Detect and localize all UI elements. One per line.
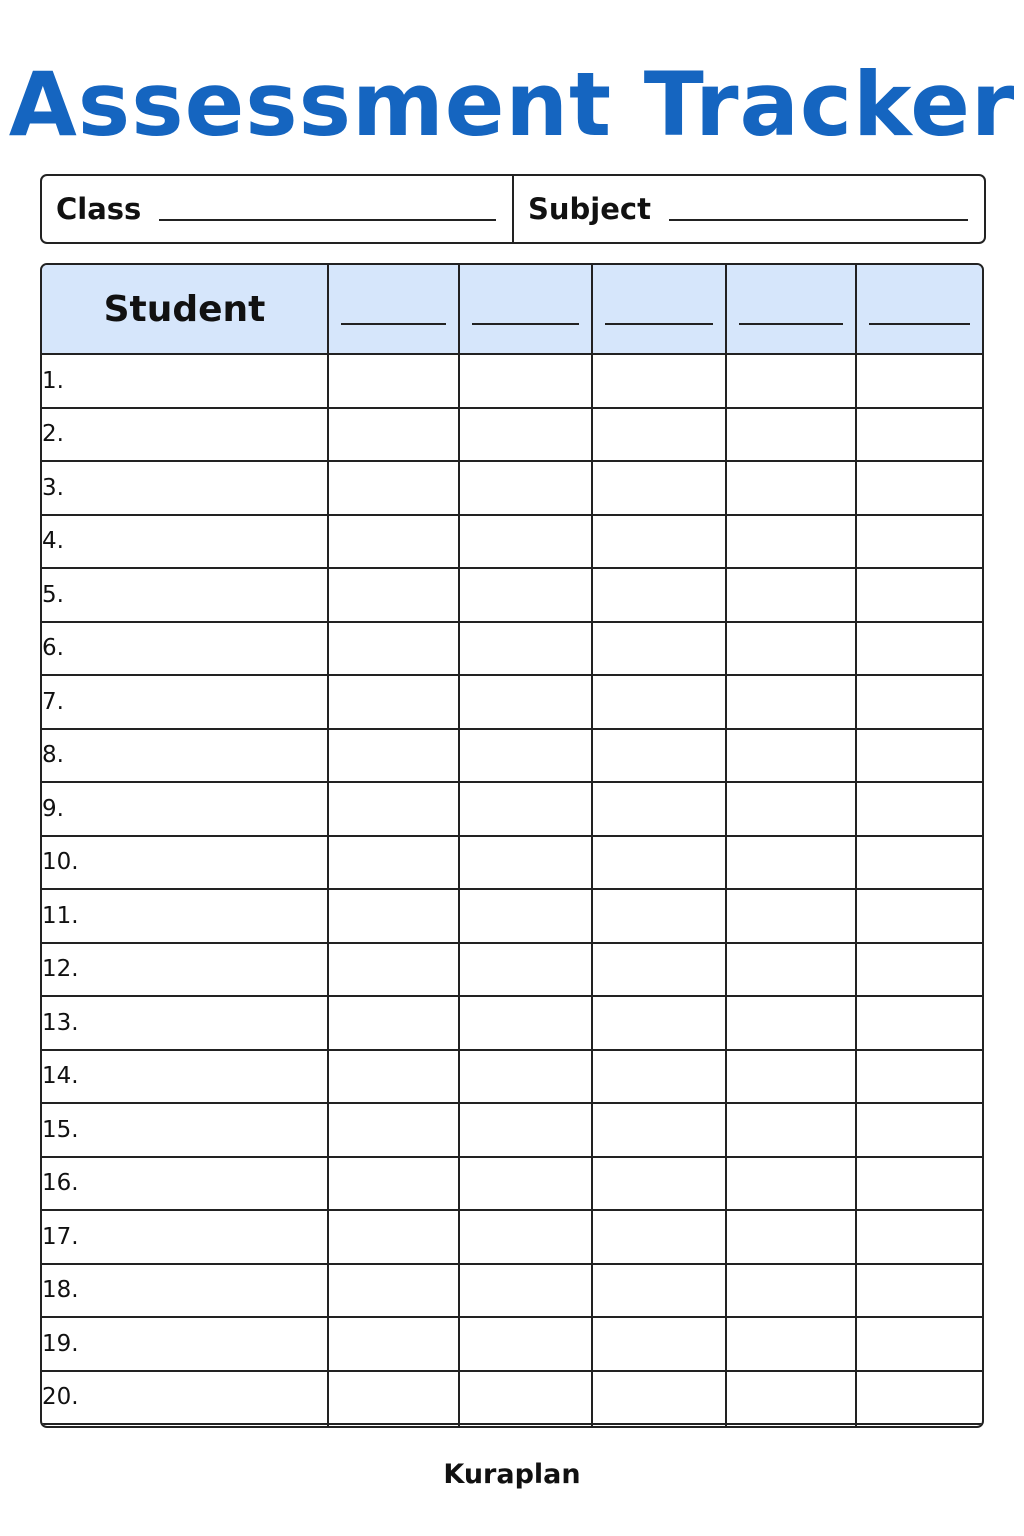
score-cell[interactable]: [592, 1103, 726, 1157]
footer-brand: Kuraplan: [443, 1459, 581, 1490]
score-cell[interactable]: [459, 1371, 592, 1425]
score-cell[interactable]: [856, 943, 982, 997]
score-cell[interactable]: [328, 782, 459, 836]
score-cell[interactable]: [459, 675, 592, 729]
student-name-cell[interactable]: 7.: [42, 675, 328, 729]
assessment-header-line: [472, 323, 579, 325]
score-cell[interactable]: [459, 782, 592, 836]
student-name-cell[interactable]: 2.: [42, 408, 328, 462]
table-row: [42, 1371, 982, 1425]
score-cell[interactable]: [328, 622, 459, 676]
student-name-cell[interactable]: 6.: [42, 622, 328, 676]
score-cell[interactable]: [856, 1103, 982, 1157]
score-cell[interactable]: [328, 943, 459, 997]
table-row: [42, 1424, 982, 1426]
score-cell[interactable]: [328, 568, 459, 622]
score-cell[interactable]: [856, 1424, 982, 1426]
table-row: [42, 675, 982, 729]
score-cell[interactable]: [328, 729, 459, 783]
score-cell[interactable]: [726, 354, 856, 408]
score-cell[interactable]: [459, 1264, 592, 1318]
score-cell[interactable]: [459, 1103, 592, 1157]
student-name-cell[interactable]: 15.: [42, 1103, 328, 1157]
student-name-cell[interactable]: 5.: [42, 568, 328, 622]
score-cell[interactable]: [856, 996, 982, 1050]
score-cell[interactable]: [592, 1317, 726, 1371]
assessment-header-4[interactable]: [726, 265, 856, 354]
score-cell[interactable]: [592, 1424, 726, 1426]
score-cell[interactable]: [592, 1157, 726, 1211]
info-box: [40, 174, 986, 244]
score-cell[interactable]: [726, 1050, 856, 1104]
table-row: [42, 1210, 982, 1264]
score-cell[interactable]: [592, 408, 726, 462]
score-cell[interactable]: [328, 1157, 459, 1211]
table-row: [42, 622, 982, 676]
student-name-cell[interactable]: 13.: [42, 996, 328, 1050]
score-cell[interactable]: [726, 1264, 856, 1318]
student-name-cell[interactable]: 19.: [42, 1317, 328, 1371]
score-cell[interactable]: [459, 515, 592, 569]
score-cell[interactable]: [726, 836, 856, 890]
table-row: [42, 943, 982, 997]
score-cell[interactable]: [328, 1210, 459, 1264]
score-cell[interactable]: [328, 836, 459, 890]
student-column-header: Student: [42, 265, 328, 354]
subject-label: Subject: [528, 192, 651, 226]
score-cell[interactable]: [328, 1050, 459, 1104]
score-cell[interactable]: [856, 515, 982, 569]
table-row: [42, 1264, 982, 1318]
score-cell[interactable]: [856, 836, 982, 890]
assessment-header-5[interactable]: [856, 265, 982, 354]
score-cell[interactable]: [459, 943, 592, 997]
score-cell[interactable]: [328, 408, 459, 462]
score-cell[interactable]: [592, 996, 726, 1050]
student-name-cell[interactable]: 12.: [42, 943, 328, 997]
score-cell[interactable]: [328, 1424, 459, 1426]
table-row: [42, 1157, 982, 1211]
student-name-cell[interactable]: 20.: [42, 1371, 328, 1425]
assessment-header-line: [341, 323, 446, 325]
student-name-cell[interactable]: 17.: [42, 1210, 328, 1264]
score-cell[interactable]: [459, 1317, 592, 1371]
score-cell[interactable]: [726, 782, 856, 836]
score-cell[interactable]: [856, 1157, 982, 1211]
table-row: [42, 461, 982, 515]
score-cell[interactable]: [592, 889, 726, 943]
page-title: Assessment Tracker: [8, 53, 1016, 156]
score-cell[interactable]: [459, 622, 592, 676]
subject-blank-line: [669, 219, 968, 221]
score-cell[interactable]: [459, 996, 592, 1050]
score-cell[interactable]: [459, 889, 592, 943]
student-name-cell[interactable]: 9.: [42, 782, 328, 836]
score-cell[interactable]: [592, 622, 726, 676]
score-cell[interactable]: [459, 1050, 592, 1104]
score-cell[interactable]: [726, 996, 856, 1050]
score-cell[interactable]: [592, 729, 726, 783]
assessment-table: [40, 263, 984, 1428]
assessment-header-line: [605, 323, 713, 325]
score-cell[interactable]: [726, 1371, 856, 1425]
table-row: [42, 515, 982, 569]
score-cell[interactable]: [856, 568, 982, 622]
score-cell[interactable]: [328, 354, 459, 408]
score-cell[interactable]: [328, 1317, 459, 1371]
table-row: [42, 408, 982, 462]
score-cell[interactable]: [592, 1264, 726, 1318]
score-cell[interactable]: [592, 1210, 726, 1264]
score-cell[interactable]: [592, 515, 726, 569]
score-cell[interactable]: [592, 836, 726, 890]
student-name-cell[interactable]: 14.: [42, 1050, 328, 1104]
score-cell[interactable]: [459, 1424, 592, 1426]
score-cell[interactable]: [592, 782, 726, 836]
score-cell[interactable]: [592, 568, 726, 622]
score-cell[interactable]: [856, 1210, 982, 1264]
score-cell[interactable]: [459, 408, 592, 462]
assessment-header-line: [869, 323, 970, 325]
score-cell[interactable]: [726, 515, 856, 569]
table-row: [42, 782, 982, 836]
score-cell[interactable]: [726, 408, 856, 462]
student-name-cell[interactable]: 10.: [42, 836, 328, 890]
table-body: [42, 354, 982, 1426]
score-cell[interactable]: [726, 568, 856, 622]
score-cell[interactable]: [459, 1210, 592, 1264]
assessment-header-2[interactable]: [459, 265, 592, 354]
score-cell[interactable]: [856, 675, 982, 729]
score-cell[interactable]: [856, 354, 982, 408]
score-cell[interactable]: [328, 1264, 459, 1318]
score-cell[interactable]: [592, 675, 726, 729]
table-row: [42, 889, 982, 943]
score-cell[interactable]: [328, 996, 459, 1050]
score-cell[interactable]: [726, 729, 856, 783]
score-cell[interactable]: [726, 1210, 856, 1264]
table-row: [42, 1103, 982, 1157]
score-cell[interactable]: [856, 889, 982, 943]
score-cell[interactable]: [592, 461, 726, 515]
score-cell[interactable]: [856, 1264, 982, 1318]
score-cell[interactable]: [726, 622, 856, 676]
assessment-header-3[interactable]: [592, 265, 726, 354]
table-row: [42, 568, 982, 622]
score-cell[interactable]: [726, 461, 856, 515]
score-cell[interactable]: [328, 461, 459, 515]
score-cell[interactable]: [726, 943, 856, 997]
table-header-row: [42, 265, 982, 354]
score-cell[interactable]: [328, 515, 459, 569]
score-cell[interactable]: [459, 836, 592, 890]
class-blank-line: [159, 219, 496, 221]
score-cell[interactable]: [856, 729, 982, 783]
score-cell[interactable]: [328, 675, 459, 729]
class-label: Class: [56, 192, 142, 226]
student-name-cell[interactable]: 3.: [42, 461, 328, 515]
table-row: [42, 354, 982, 408]
table-row: [42, 996, 982, 1050]
score-cell[interactable]: [856, 408, 982, 462]
student-name-cell[interactable]: 18.: [42, 1264, 328, 1318]
assessment-header-1[interactable]: [328, 265, 459, 354]
table-row: [42, 836, 982, 890]
subject-field[interactable]: [512, 176, 984, 242]
table-row: [42, 1317, 982, 1371]
score-cell[interactable]: [856, 782, 982, 836]
table-row: [42, 1050, 982, 1104]
assessment-header-line: [739, 323, 843, 325]
score-cell[interactable]: [856, 1317, 982, 1371]
score-cell[interactable]: [726, 1317, 856, 1371]
score-cell[interactable]: [856, 1050, 982, 1104]
score-cell[interactable]: [856, 1371, 982, 1425]
score-cell[interactable]: [328, 889, 459, 943]
score-cell[interactable]: [328, 1103, 459, 1157]
score-cell[interactable]: [856, 461, 982, 515]
score-cell[interactable]: [592, 1371, 726, 1425]
score-cell[interactable]: [726, 1103, 856, 1157]
score-cell[interactable]: [726, 1424, 856, 1426]
score-cell[interactable]: [592, 943, 726, 997]
score-cell[interactable]: [592, 354, 726, 408]
score-cell[interactable]: [459, 354, 592, 408]
student-name-cell[interactable]: 1.: [42, 354, 328, 408]
score-cell[interactable]: [726, 889, 856, 943]
score-cell[interactable]: [856, 622, 982, 676]
student-name-cell[interactable]: [42, 1424, 328, 1426]
score-cell[interactable]: [459, 461, 592, 515]
student-name-cell[interactable]: 11.: [42, 889, 328, 943]
student-name-cell[interactable]: 8.: [42, 729, 328, 783]
score-cell[interactable]: [459, 1157, 592, 1211]
table-row: [42, 729, 982, 783]
score-cell[interactable]: [459, 729, 592, 783]
score-cell[interactable]: [726, 1157, 856, 1211]
student-name-cell[interactable]: 4.: [42, 515, 328, 569]
score-cell[interactable]: [726, 675, 856, 729]
class-field[interactable]: [42, 176, 512, 242]
student-name-cell[interactable]: 16.: [42, 1157, 328, 1211]
score-cell[interactable]: [592, 1050, 726, 1104]
score-cell[interactable]: [459, 568, 592, 622]
score-cell[interactable]: [328, 1371, 459, 1425]
